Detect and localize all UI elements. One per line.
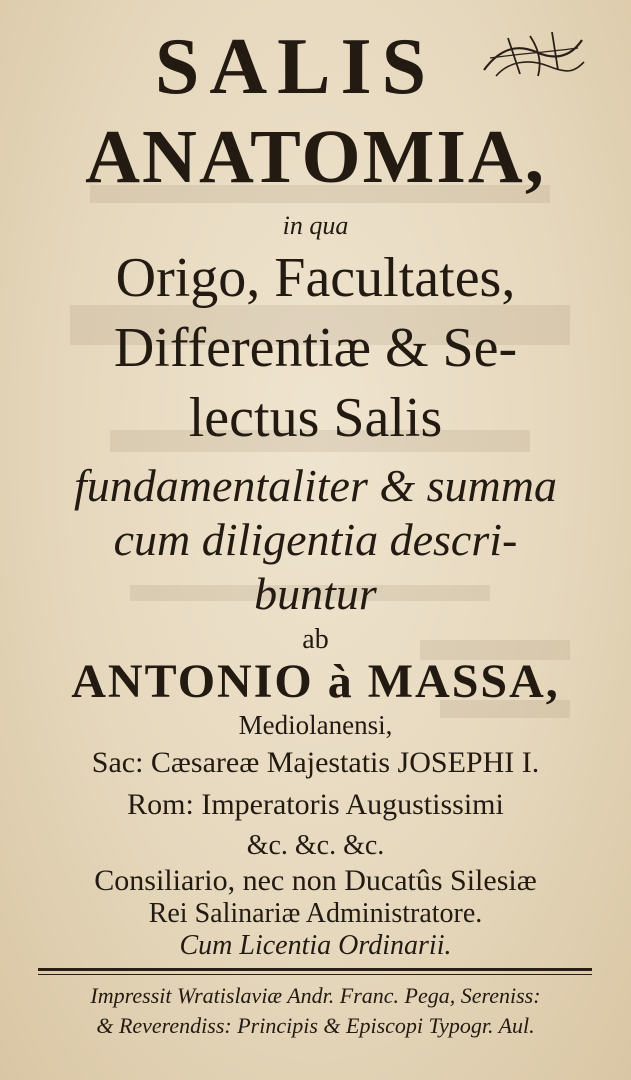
imprint-line-2: & Reverendiss: Principis & Episcopi Typogr. Aul.	[96, 1013, 535, 1038]
author-name: ANTONIO à MASSA,	[71, 655, 560, 708]
author-detail-2: Sac: Cæsareæ Majestatis JOSEPHI I.	[91, 746, 540, 779]
author-detail-1: Mediolanensi,	[238, 710, 393, 740]
subject-line-3: lectus Salis	[188, 387, 443, 449]
imprint-rule-thin	[38, 974, 592, 975]
author-detail-3: Rom: Imperatoris Augustissimi	[127, 788, 504, 821]
imprint-rule-thick	[38, 968, 592, 971]
author-detail-6: Rei Salinariæ Administratore.	[148, 898, 483, 929]
subject-line-2: Differentiæ & Se-	[113, 317, 518, 379]
description-line-3: buntur	[254, 568, 377, 619]
imprint-line-1: Impressit Wratislaviæ Andr. Franc. Pega, Sereniss:	[90, 983, 541, 1008]
license-text: Cum Licentia Ordinarii.	[179, 930, 452, 961]
title-line-1: SALIS	[154, 23, 437, 111]
description-line-1: fundamentaliter & summa	[74, 460, 557, 511]
subject-line-1: Origo, Facultates,	[115, 247, 516, 309]
ab-text: ab	[302, 624, 329, 655]
author-detail-5: Consiliario, nec non Ducatûs Silesiæ	[94, 864, 537, 897]
author-detail-4: &c. &c. &c.	[246, 830, 385, 861]
in-qua-text: in qua	[282, 211, 349, 240]
title-line-2: ANATOMIA,	[85, 115, 546, 199]
description-line-2: cum diligentia descri-	[113, 514, 518, 565]
